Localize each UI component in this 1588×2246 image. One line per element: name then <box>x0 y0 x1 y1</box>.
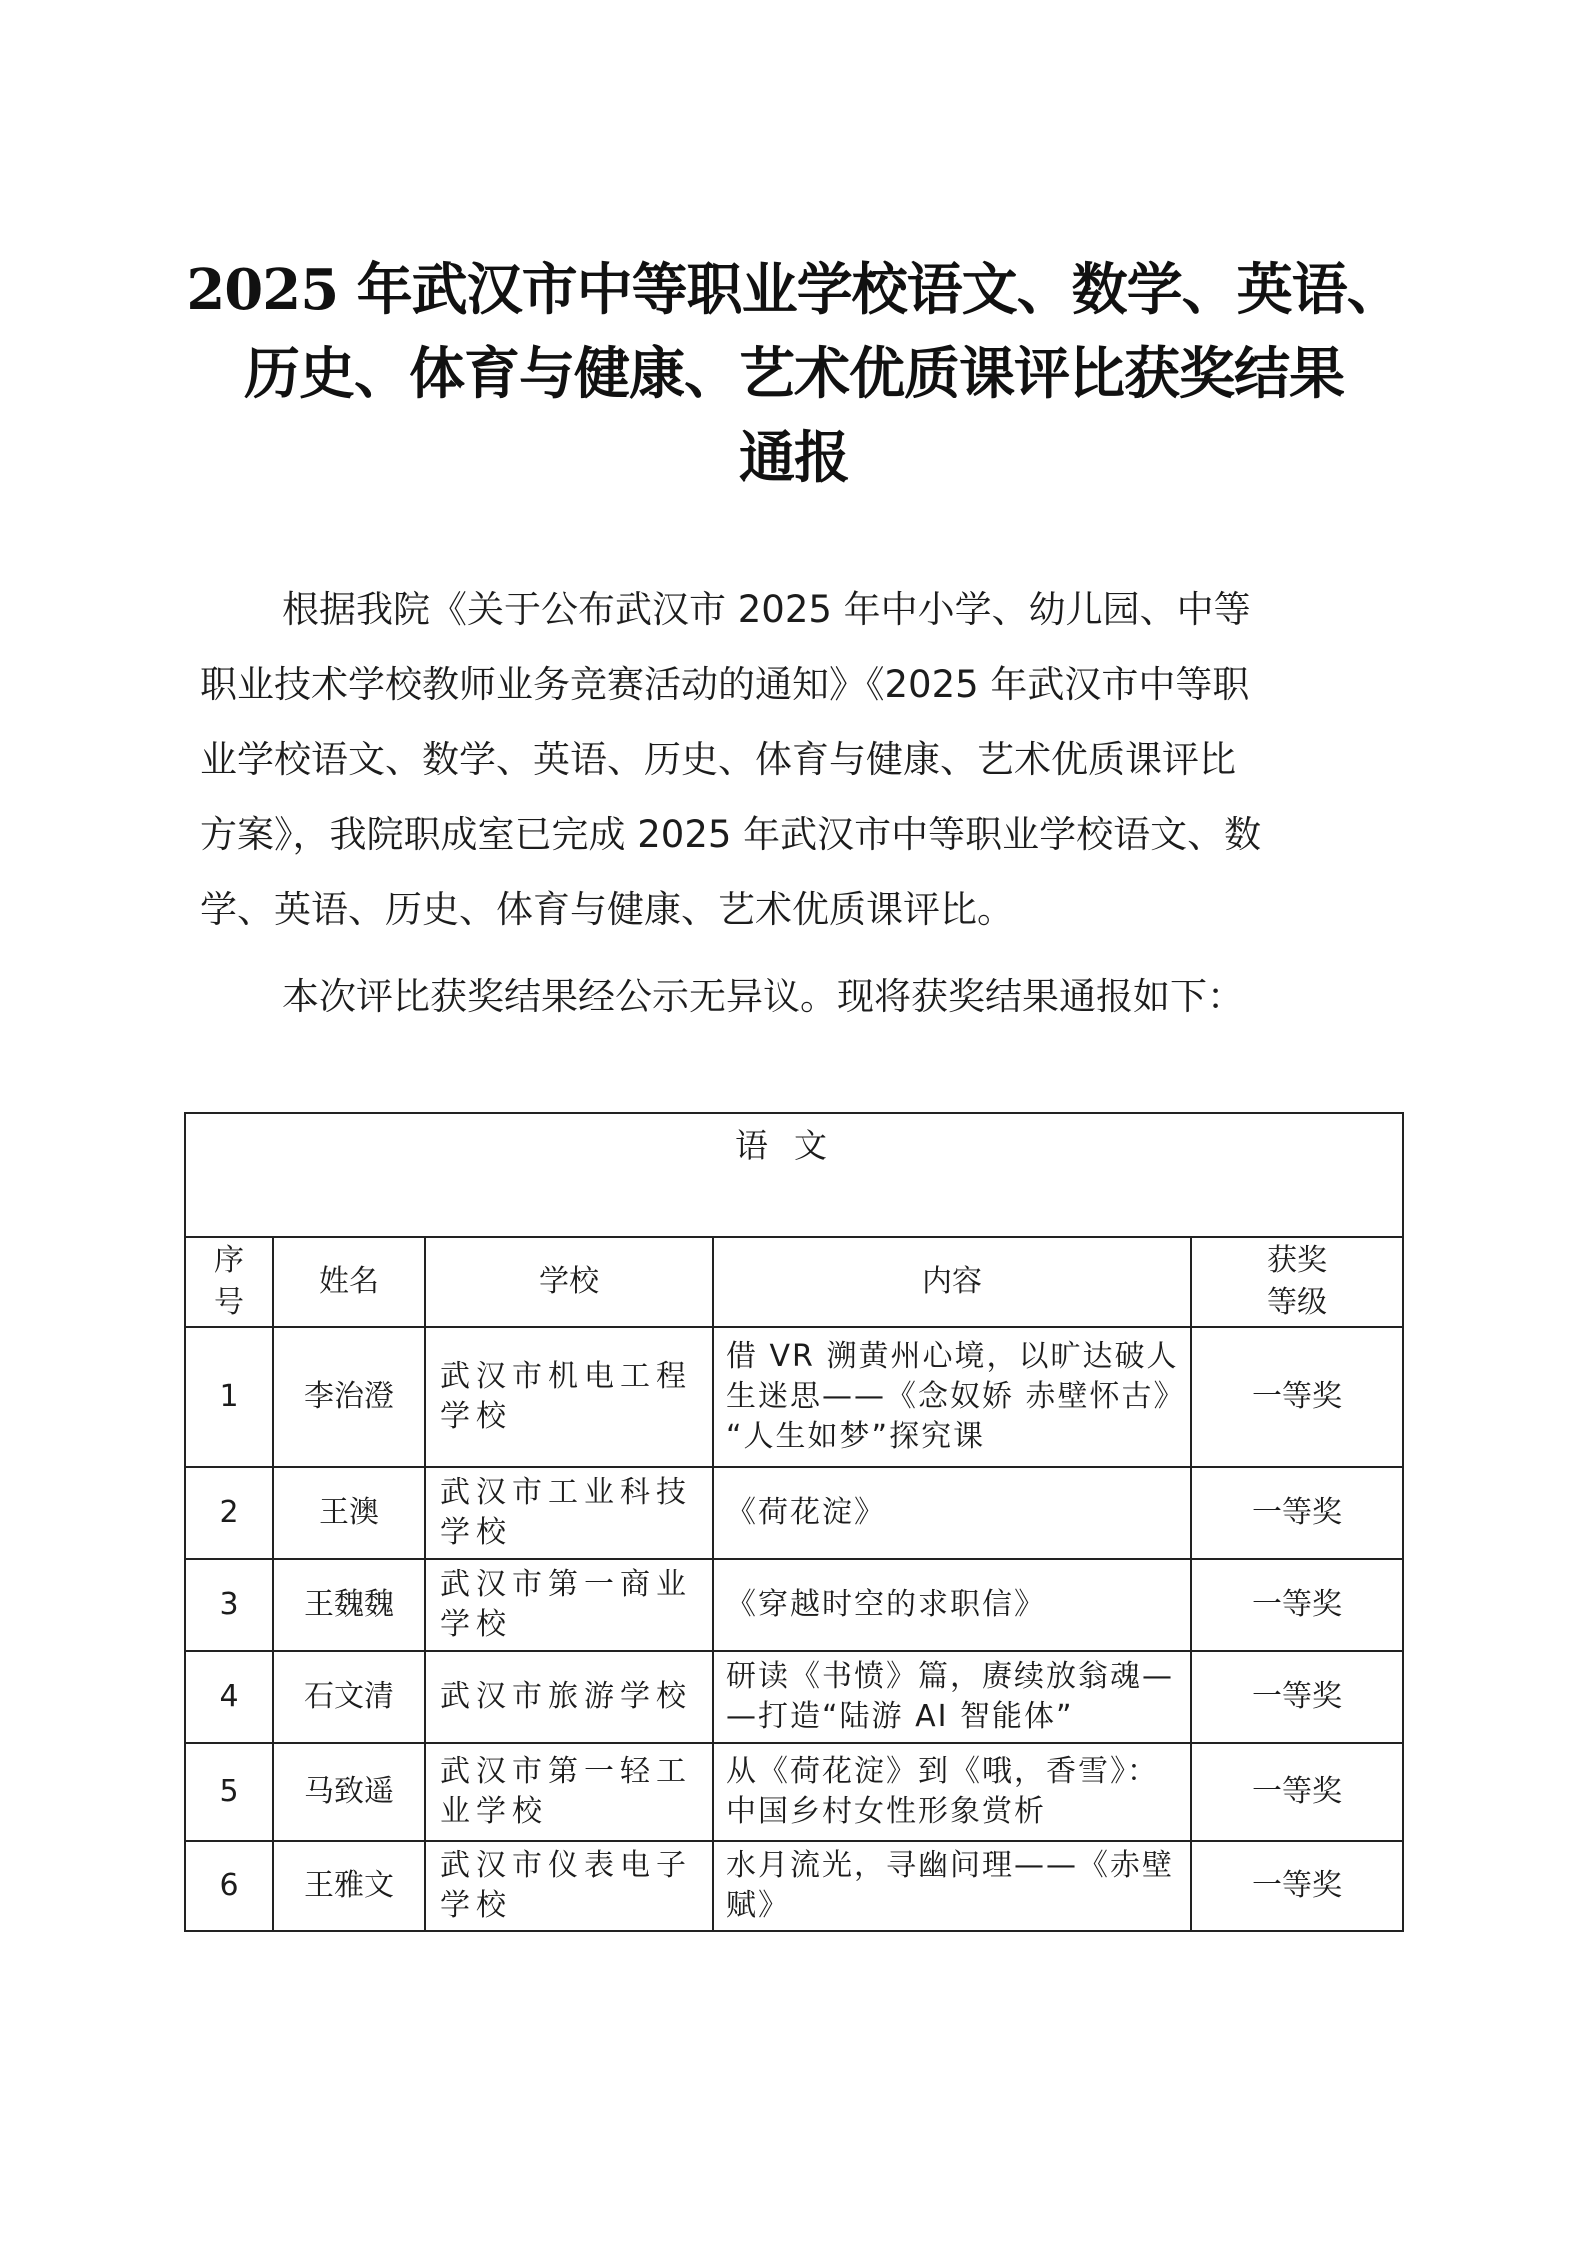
school-line: 业学校 <box>440 1794 548 1829</box>
cell-award: 一等奖 <box>1191 1841 1403 1931</box>
cell-name: 王魏魏 <box>273 1559 425 1651</box>
awards-table-wrapper <box>184 1112 1402 1932</box>
cell-school <box>425 1467 713 1559</box>
title-line-2: 历史、体育与健康、艺术优质课评比获奖结果 <box>244 341 1344 407</box>
cell-seq: 3 <box>185 1559 273 1651</box>
cell-award: 一等奖 <box>1191 1743 1403 1841</box>
cell-award: 一等奖 <box>1191 1327 1403 1467</box>
table-row <box>185 1743 1403 1841</box>
cell-name: 王雅文 <box>273 1841 425 1931</box>
document-body <box>200 572 1390 1034</box>
cell-content <box>713 1559 1191 1651</box>
content-line: 赋》 <box>726 1888 790 1923</box>
cell-content <box>713 1841 1191 1931</box>
table-row <box>185 1327 1403 1467</box>
cell-school <box>425 1743 713 1841</box>
content-line: 水月流光，寻幽问理——《赤壁 <box>726 1848 1174 1883</box>
school-line: 武汉市机电工程 <box>440 1359 692 1394</box>
cell-name: 马致遥 <box>273 1743 425 1841</box>
header-name: 姓名 <box>273 1237 425 1327</box>
cell-content <box>713 1467 1191 1559</box>
school-line: 武汉市第一轻工 <box>440 1754 692 1789</box>
content-line: 《穿越时空的求职信》 <box>726 1587 1046 1622</box>
header-award-line-1: 获奖 <box>1267 1243 1327 1278</box>
paragraph-1-line-1: 根据我院《关于公布武汉市 2025 年中小学、幼儿园、中等 <box>282 588 1251 631</box>
header-award <box>1191 1237 1403 1327</box>
school-line: 武汉市第一商业 <box>440 1567 692 1602</box>
header-seq-line-2: 号 <box>214 1285 244 1320</box>
header-school: 学校 <box>425 1237 713 1327</box>
table-header-row <box>185 1237 1403 1327</box>
school-line: 武汉市工业科技 <box>440 1475 692 1510</box>
paragraph-2: 本次评比获奖结果经公示无异议。现将获奖结果通报如下： <box>282 975 1244 1018</box>
cell-school <box>425 1327 713 1467</box>
title-line-3: 通报 <box>739 425 849 491</box>
school-line: 学校 <box>440 1515 512 1550</box>
awards-table <box>184 1112 1404 1932</box>
cell-seq: 4 <box>185 1651 273 1743</box>
header-award-line-2: 等级 <box>1267 1285 1327 1320</box>
cell-name: 王澳 <box>273 1467 425 1559</box>
cell-name: 石文清 <box>273 1651 425 1743</box>
content-line: 研读《书愤》篇，赓续放翁魂— <box>726 1659 1174 1694</box>
header-seq <box>185 1237 273 1327</box>
cell-name: 李治澄 <box>273 1327 425 1467</box>
school-line: 学校 <box>440 1399 512 1434</box>
cell-school <box>425 1841 713 1931</box>
table-row <box>185 1559 1403 1651</box>
table-caption: 语文 <box>185 1113 1403 1237</box>
table-row <box>185 1467 1403 1559</box>
cell-seq: 5 <box>185 1743 273 1841</box>
content-line: 生迷思——《念奴娇 赤壁怀古》 <box>726 1379 1186 1414</box>
paragraph-1-line-4: 方案》，我院职成室已完成 2025 年武汉市中等职业学校语文、数 <box>200 813 1262 856</box>
cell-content <box>713 1743 1191 1841</box>
table-row <box>185 1841 1403 1931</box>
header-content: 内容 <box>713 1237 1191 1327</box>
content-line: 《荷花淀》 <box>726 1495 886 1530</box>
content-line: “人生如梦”探究课 <box>726 1419 986 1454</box>
paragraph-1-line-3: 业学校语文、数学、英语、历史、体育与健康、艺术优质课评比 <box>200 738 1236 781</box>
title-line-1: 2025 年武汉市中等职业学校语文、数学、英语、 <box>186 257 1402 323</box>
table-row <box>185 1651 1403 1743</box>
cell-seq: 1 <box>185 1327 273 1467</box>
content-line: 借 VR 溯黄州心境，以旷达破人 <box>726 1339 1179 1374</box>
cell-content <box>713 1327 1191 1467</box>
cell-award: 一等奖 <box>1191 1559 1403 1651</box>
school-line: 武汉市旅游学校 <box>440 1679 692 1714</box>
paragraph-1-line-2: 职业技术学校教师业务竞赛活动的通知》《2025 年武汉市中等职 <box>200 663 1250 706</box>
table-caption-row <box>185 1113 1403 1237</box>
cell-award: 一等奖 <box>1191 1651 1403 1743</box>
school-line: 学校 <box>440 1888 512 1923</box>
cell-seq: 6 <box>185 1841 273 1931</box>
cell-school <box>425 1651 713 1743</box>
cell-school <box>425 1559 713 1651</box>
cell-content <box>713 1651 1191 1743</box>
school-line: 武汉市仪表电子 <box>440 1848 692 1883</box>
content-line: 中国乡村女性形象赏析 <box>726 1794 1046 1829</box>
paragraph-1-line-5: 学、英语、历史、体育与健康、艺术优质课评比。 <box>200 888 1014 931</box>
content-line: 从《荷花淀》到《哦，香雪》： <box>726 1754 1159 1789</box>
cell-award: 一等奖 <box>1191 1467 1403 1559</box>
header-seq-line-1: 序 <box>214 1243 244 1278</box>
school-line: 学校 <box>440 1607 512 1642</box>
content-line: —打造“陆游 AI 智能体” <box>726 1699 1074 1734</box>
cell-seq: 2 <box>185 1467 273 1559</box>
document-title <box>180 248 1408 500</box>
